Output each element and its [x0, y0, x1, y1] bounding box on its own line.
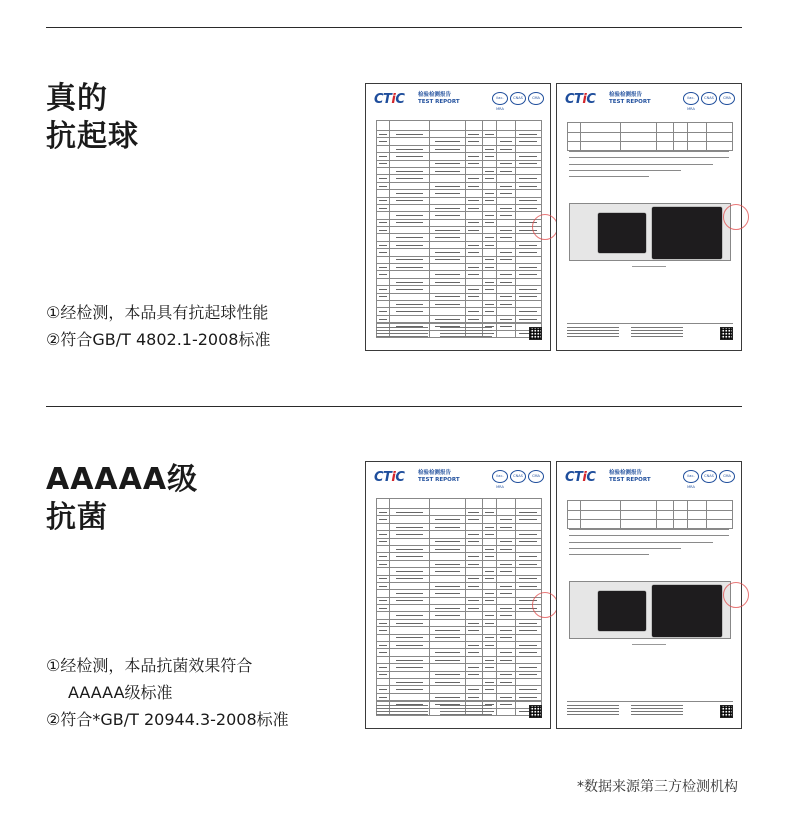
- cnas-badge-icon: CNAS: [701, 470, 717, 483]
- cma-badge-icon: CMA: [719, 92, 735, 105]
- table-row: [377, 264, 542, 271]
- table-row: [377, 553, 542, 560]
- fabric-sample-small: [598, 213, 646, 253]
- table-row: [377, 619, 542, 626]
- report-header: [565, 468, 735, 488]
- report-title: 检验检测报告 TEST REPORT: [609, 470, 651, 483]
- table-row: [377, 227, 542, 234]
- top-divider: [46, 27, 742, 28]
- heading-line: 抗起球: [46, 119, 139, 154]
- table-row: [377, 167, 542, 174]
- seal-stamp: [723, 204, 749, 230]
- table-row: [377, 293, 542, 300]
- table-row: [377, 315, 542, 322]
- qr-code-icon: [529, 705, 542, 718]
- table-row: [377, 538, 542, 545]
- table-row: [377, 656, 542, 663]
- fabric-sample-large: [652, 585, 722, 637]
- bullet-item: ②符合GB/T 4802.1-2008标准: [46, 330, 271, 349]
- anti-pilling-bullets: [46, 299, 270, 353]
- table-row: [377, 686, 542, 693]
- antibacterial-heading: [46, 461, 198, 537]
- photo-caption: [557, 266, 741, 267]
- table-body: [377, 499, 542, 716]
- accreditation-badges: [492, 470, 544, 489]
- heading-line: 真的: [46, 81, 108, 116]
- table-row: [377, 627, 542, 634]
- ctic-logo: CTiC: [565, 470, 596, 485]
- table-row: [377, 634, 542, 641]
- bullet-item: ②符合*GB/T 20944.3-2008标准: [46, 710, 289, 729]
- table-header-row: [377, 121, 542, 131]
- report-title: 检验检测报告 TEST REPORT: [418, 92, 460, 105]
- photo-caption: [557, 644, 741, 645]
- accreditation-badges: [683, 92, 735, 111]
- table-row: [377, 531, 542, 538]
- cma-badge-icon: CMA: [528, 470, 544, 483]
- table-row: [377, 131, 542, 138]
- cnas-badge-icon: CNAS: [510, 470, 526, 483]
- ctic-logo: CTiC: [374, 92, 405, 107]
- table-row: [377, 182, 542, 189]
- table-row: [377, 664, 542, 671]
- cnas-badge-icon: CNAS: [510, 92, 526, 105]
- result-summary-table: [567, 122, 733, 151]
- table-row: [377, 219, 542, 226]
- table-row: [377, 286, 542, 293]
- bullet-item: ①经检测，本品抗菌效果符合: [46, 656, 253, 675]
- report-footer: [567, 323, 733, 344]
- cma-badge-icon: CMA: [528, 92, 544, 105]
- table-row: [377, 671, 542, 678]
- table-row: [377, 197, 542, 204]
- table-row: [377, 300, 542, 307]
- remarks-lines: [569, 151, 729, 182]
- seal-stamp: [532, 214, 558, 240]
- qr-code-icon: [529, 327, 542, 340]
- cnas-badge-icon: CNAS: [701, 92, 717, 105]
- table-row: [377, 568, 542, 575]
- test-report-table-1: [365, 83, 551, 351]
- table-row: [377, 175, 542, 182]
- test-results-table: [376, 498, 542, 716]
- table-row: [377, 249, 542, 256]
- test-report-photo-1: [556, 83, 742, 351]
- report-header: [565, 90, 735, 110]
- table-row: [377, 612, 542, 619]
- test-report-photo-2: [556, 461, 742, 729]
- table-row: [377, 642, 542, 649]
- seal-stamp: [723, 582, 749, 608]
- accreditation-badges: [683, 470, 735, 489]
- report-title: 检验检测报告 TEST REPORT: [609, 92, 651, 105]
- table-body: [377, 121, 542, 338]
- table-row: [377, 582, 542, 589]
- table-row: [377, 605, 542, 612]
- table-row: [377, 271, 542, 278]
- accreditation-badges: [492, 92, 544, 111]
- ilac-badge-icon: ilac-MRA: [492, 92, 508, 105]
- table-row: [377, 256, 542, 263]
- report-footer: [567, 701, 733, 722]
- fabric-sample-small: [598, 591, 646, 631]
- test-results-table: [376, 120, 542, 338]
- result-summary-table: [567, 500, 733, 529]
- ctic-logo: CTiC: [374, 470, 405, 485]
- anti-pilling-heading: [46, 80, 139, 156]
- data-source-footnote: *数据来源第三方检测机构: [577, 779, 738, 795]
- heading-line: 抗菌: [46, 500, 108, 535]
- table-row: [377, 234, 542, 241]
- report-footer: [376, 323, 542, 344]
- qr-code-icon: [720, 327, 733, 340]
- table-row: [377, 523, 542, 530]
- ilac-badge-icon: ilac-MRA: [683, 92, 699, 105]
- sample-photo: [569, 581, 731, 639]
- table-row: [377, 693, 542, 700]
- table-row: [377, 153, 542, 160]
- table-row: [377, 516, 542, 523]
- table-row: [377, 575, 542, 582]
- remarks-lines: [569, 529, 729, 560]
- table-row: [377, 545, 542, 552]
- qr-code-icon: [720, 705, 733, 718]
- table-row: [377, 509, 542, 516]
- report-footer: [376, 701, 542, 722]
- table-header-row: [377, 499, 542, 509]
- table-row: [377, 212, 542, 219]
- table-row: [377, 308, 542, 315]
- table-row: [377, 190, 542, 197]
- table-row: [377, 560, 542, 567]
- bullet-item: AAAAA级标准: [68, 683, 173, 702]
- report-header: [374, 468, 544, 488]
- table-row: [377, 597, 542, 604]
- middle-divider: [46, 406, 742, 407]
- ilac-badge-icon: ilac-MRA: [492, 470, 508, 483]
- bullet-item: ①经检测，本品具有抗起球性能: [46, 303, 269, 322]
- table-row: [377, 138, 542, 145]
- antibacterial-bullets: [46, 652, 289, 733]
- heading-line: AAAAA级: [46, 462, 199, 497]
- table-row: [377, 241, 542, 248]
- ctic-logo: CTiC: [565, 92, 596, 107]
- table-row: [377, 145, 542, 152]
- fabric-sample-large: [652, 207, 722, 259]
- table-row: [377, 590, 542, 597]
- report-header: [374, 90, 544, 110]
- table-row: [377, 204, 542, 211]
- test-report-table-2: [365, 461, 551, 729]
- table-row: [377, 678, 542, 685]
- table-row: [377, 278, 542, 285]
- report-title: 检验检测报告 TEST REPORT: [418, 470, 460, 483]
- seal-stamp: [532, 592, 558, 618]
- table-row: [377, 649, 542, 656]
- ilac-badge-icon: ilac-MRA: [683, 470, 699, 483]
- table-row: [377, 160, 542, 167]
- sample-photo: [569, 203, 731, 261]
- cma-badge-icon: CMA: [719, 470, 735, 483]
